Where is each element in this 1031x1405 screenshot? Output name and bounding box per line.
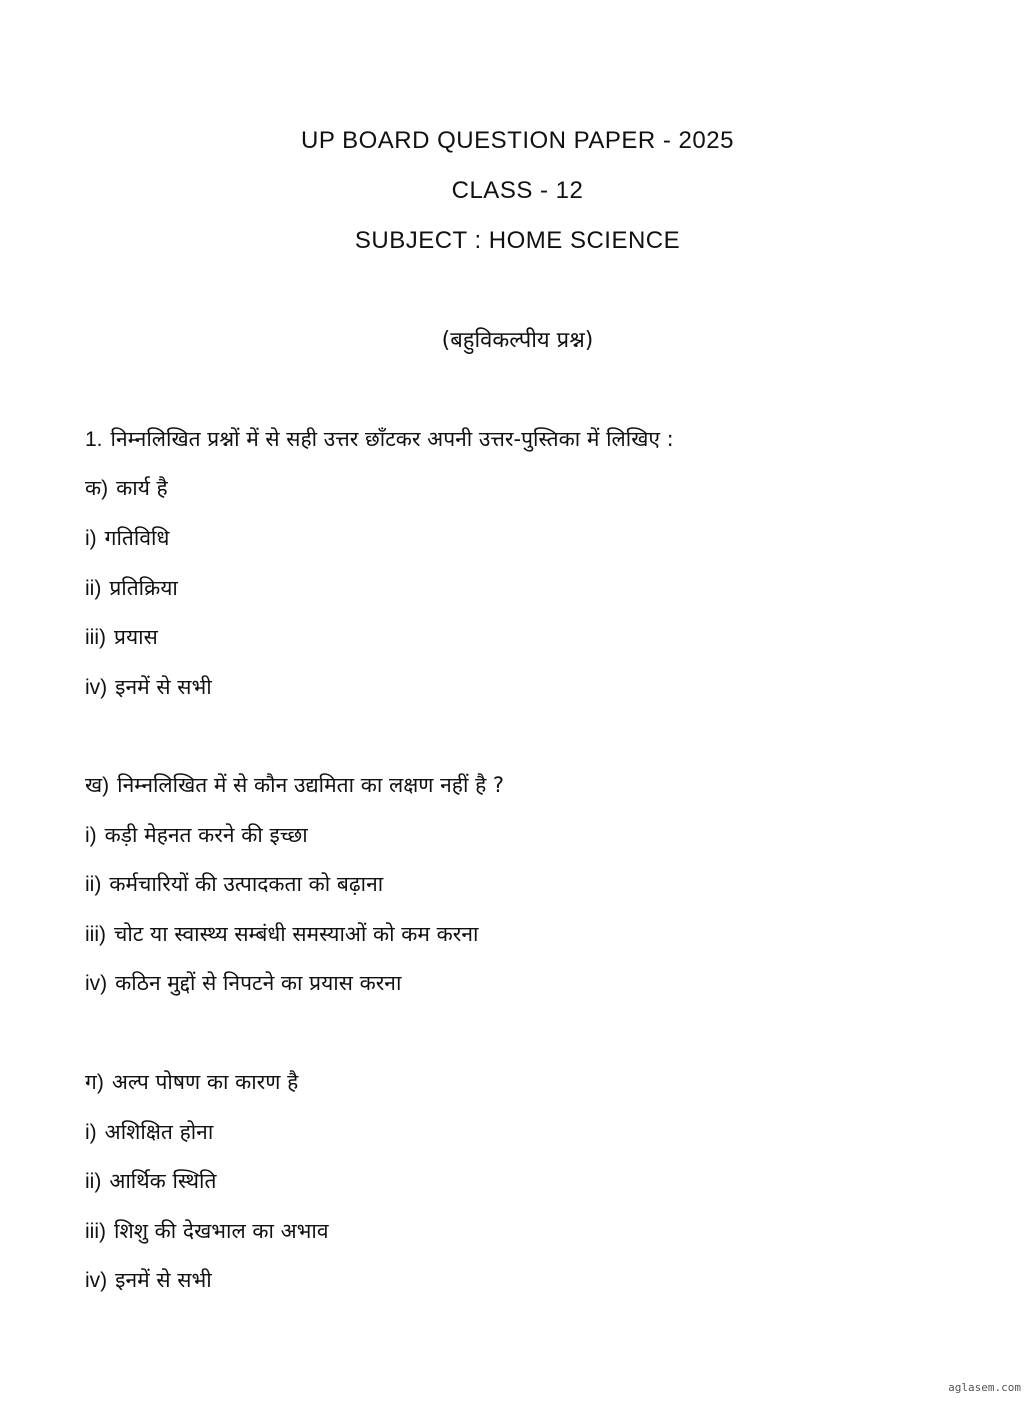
question-part	[85, 1068, 298, 1097]
option-text: चोट या स्वास्थ्य सम्बंधी समस्याओं को कम करना	[114, 922, 479, 946]
option-text: अशिक्षित होना	[104, 1120, 214, 1144]
option-label: iii)	[85, 923, 106, 946]
option-text: कर्मचारियों की उत्पादकता को बढ़ाना	[109, 872, 384, 896]
subject-label: SUBJECT : HOME SCIENCE	[354, 227, 681, 254]
part-label: क)	[85, 477, 109, 500]
option-label: iv)	[85, 972, 108, 995]
option-item	[85, 673, 212, 702]
part-text: निम्नलिखित में से कौन उद्यमिता का लक्षण नहीं है ?	[117, 773, 505, 797]
question-part	[85, 474, 168, 503]
option-label: iii)	[85, 1220, 106, 1243]
section-heading: (बहुविकल्पीय प्रश्न)	[441, 328, 594, 353]
option-item	[85, 1118, 213, 1147]
watermark: aglasem.com	[948, 1381, 1021, 1394]
question-number: 1.	[85, 428, 103, 451]
option-label: i)	[85, 824, 97, 847]
option-item	[85, 1217, 329, 1246]
option-text: इनमें से सभी	[115, 675, 212, 699]
option-item	[85, 969, 401, 998]
question-instruction	[85, 425, 674, 454]
option-label: ii)	[85, 873, 102, 896]
option-text: प्रयास	[114, 625, 158, 649]
option-item	[85, 623, 158, 652]
option-text: शिशु की देखभाल का अभाव	[114, 1219, 329, 1243]
part-label: ख)	[85, 774, 110, 797]
option-item	[85, 870, 383, 899]
option-label: i)	[85, 527, 97, 550]
question-part	[85, 771, 504, 800]
option-text: कड़ी मेहनत करने की इच्छा	[104, 823, 308, 847]
option-item	[85, 821, 308, 850]
part-text: कार्य है	[116, 476, 168, 500]
part-text: अल्प पोषण का कारण है	[111, 1070, 299, 1094]
option-label: i)	[85, 1121, 97, 1144]
option-label: iv)	[85, 676, 108, 699]
part-label: ग)	[85, 1071, 104, 1094]
option-label: iii)	[85, 626, 106, 649]
option-label: ii)	[85, 1170, 102, 1193]
cropped-footer-text	[320, 1396, 640, 1405]
option-text: कठिन मुद्दों से निपटने का प्रयास करना	[115, 971, 402, 995]
option-text: आर्थिक स्थिति	[109, 1169, 217, 1193]
option-item	[85, 574, 178, 603]
class-label: CLASS - 12	[451, 177, 584, 204]
question-instruction-text: निम्नलिखित प्रश्नों में से सही उत्तर छाँटकर अपनी उत्तर-पुस्तिका में लिखिए :	[110, 427, 674, 451]
option-item	[85, 1167, 216, 1196]
option-text: गतिविधि	[104, 526, 170, 550]
option-text: इनमें से सभी	[115, 1268, 212, 1292]
option-text: प्रतिक्रिया	[109, 576, 178, 600]
paper-title: UP BOARD QUESTION PAPER - 2025	[301, 127, 734, 154]
option-label: iv)	[85, 1269, 108, 1292]
option-label: ii)	[85, 577, 102, 600]
option-item	[85, 920, 478, 949]
option-item	[85, 524, 169, 553]
option-item	[85, 1266, 212, 1295]
